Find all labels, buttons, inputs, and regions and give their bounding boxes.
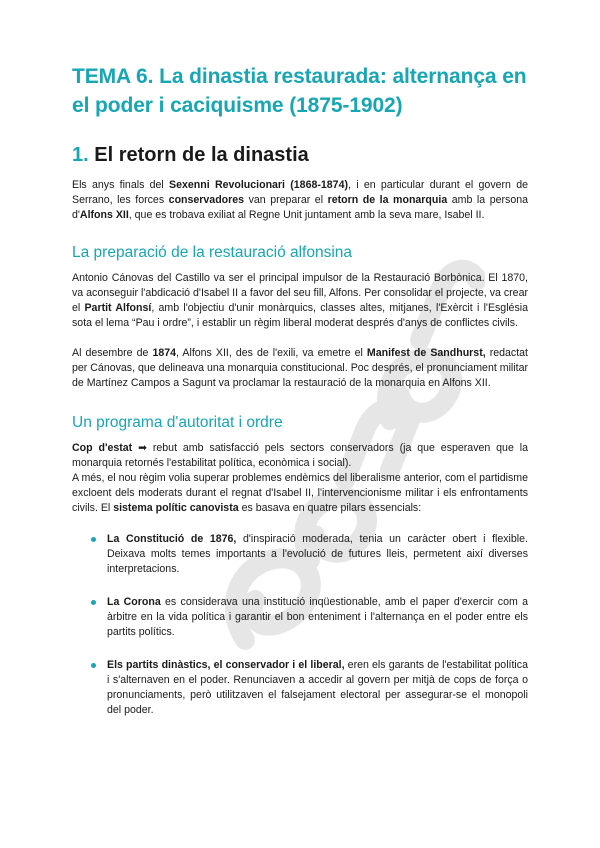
subheading-programa: Un programa d'autoritat i ordre <box>72 414 283 431</box>
pillars-list <box>72 532 528 718</box>
bullet-dot-icon <box>91 600 96 605</box>
section-heading-retorn <box>72 142 528 168</box>
list-item: La Constitució de 1876, d'inspiració moderada, tenia un caràcter obert i flexible. Deixava molts temes importants a l'evolució de futures lleis, permetent així diverses interpretacions. <box>72 532 528 577</box>
paragraph-canovas: Antonio Cánovas del Castillo va ser el principal impulsor de la Restauració Borbònica. El 1870, va aconseguir l'abdicació d'Isabel II a favor del seu fill, Alfons. Per consolidar el projecte, va crear el Partit Alfonsí, amb l'objectiu d'unir monàrquics, classes altes, mitjanes, l'Exèrcit i l'Església sota el lema “Pau i ordre”, i establir un règim liberal moderat després d'anys de conflictes civils. <box>72 272 528 329</box>
section-number: 1. <box>72 144 89 166</box>
section-heading-text: El retorn de la dinastia <box>94 144 309 166</box>
paragraph-cop-estat: Cop d'estat ➡ rebut amb satisfacció pels sectors conservadors (ja que esperaven que la monarquia retornés l'estabilitat política, econòmica i social). A més, el nou règim volia superar problemes endèmics del liberalisme anterior, com el partidisme excloent dels moderats durant el regnat d'Isabel II, l'intervencionisme militar i els enfrontaments civils. El sistema polític canovista es basava en quatre pilars essencials: <box>72 442 528 514</box>
bullet-dot-icon <box>91 537 96 542</box>
intro-paragraph: Els anys finals del Sexenni Revolucionari (1868-1874), i en particular durant el govern de Serrano, les forces conservadores van preparar el retorn de la monarquia amb la persona d'Alfons XII, que es trobava exiliat al Regne Unit juntament amb la seva mare, Isabel II. <box>72 179 528 221</box>
bullet-dot-icon <box>91 663 96 668</box>
subheading-preparacio: La preparació de la restauració alfonsina <box>72 244 353 261</box>
arrow-right-icon: ➡ <box>138 442 147 454</box>
paragraph-sandhurst: Al desembre de 1874, Alfons XII, des de l'exili, va emetre el Manifest de Sandhurst, redactat per Cánovas, que delineava una monarquia constitucional. Poc després, el pronunciament militar de Martínez Campos a Sagunt va proclamar la restauració de la monarquia en Alfons XII. <box>72 347 528 389</box>
list-item: La Corona es considerava una institució inqüestionable, amb el paper d'exercir com a àrbitre en la vida política i garantir el bon enteniment i l'alternança en el poder entre els partits polítics. <box>72 595 528 640</box>
document-title: TEMA 6. La dinastia restaurada: alternança en el poder i caciquisme (1875-1902) <box>72 65 527 117</box>
document-page <box>72 62 528 718</box>
list-item: Els partits dinàstics, el conservador i el liberal, eren els garants de l'estabilitat política i s'alternaven en el poder. Renunciaven a accedir al govern per mitjà de cops de força o pronunciaments, però utilitzaven el falsejament electoral per assegurar-se el monopoli del poder. <box>72 658 528 718</box>
